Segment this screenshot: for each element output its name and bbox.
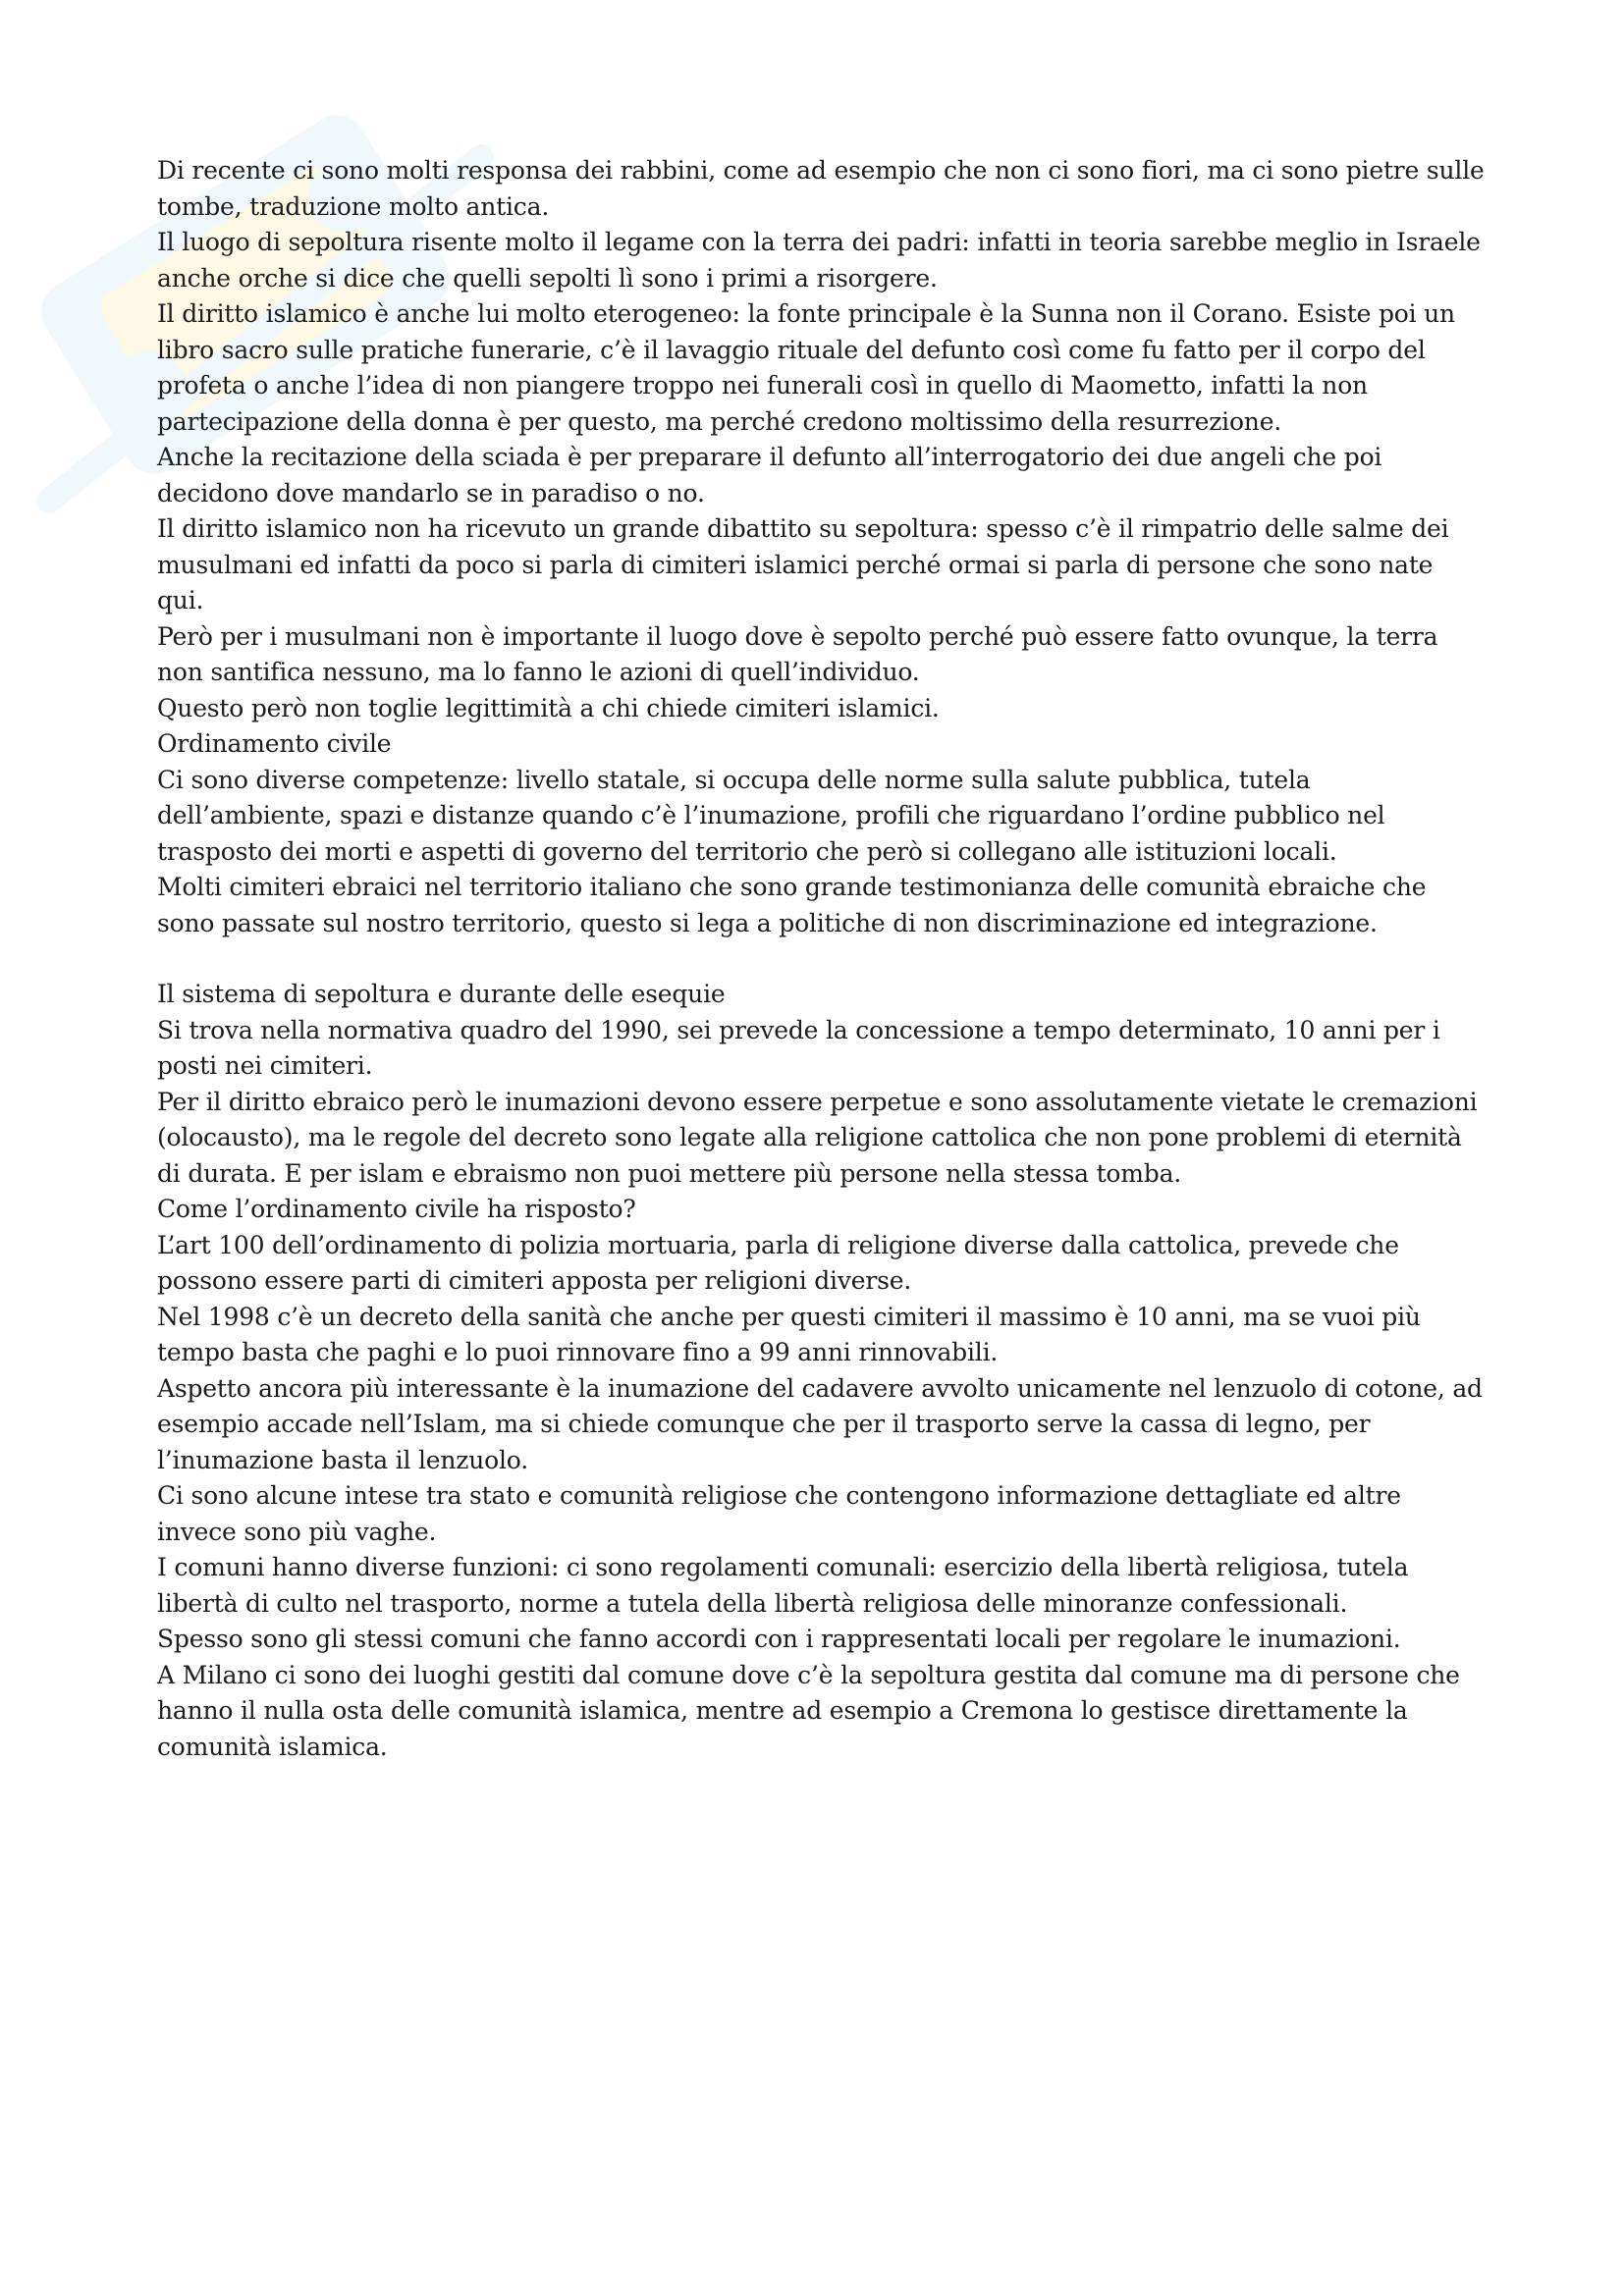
paragraph: Nel 1998 c’è un decreto della sanità che anche per questi cimiteri il massimo è 10 anni, ma se vuoi più tempo basta che paghi e lo puoi rinnovare fino a 99 anni rinnovabili. bbox=[157, 1302, 1421, 1366]
paragraph: Questo però non toglie legittimità a chi chiede cimiteri islamici. bbox=[157, 693, 940, 722]
paragraph: Ci sono diverse competenze: livello statale, si occupa delle norme sulla salute pubblica, tutela dell’ambiente, spazi e distanze quando c’è l’inumazione, profili che riguardano l’ordine pubblico nel trasposto dei morti e aspetti di governo del territorio che però si collegano alle istituzioni locali. bbox=[157, 765, 1385, 866]
paragraph: Spesso sono gli stessi comuni che fanno accordi con i rappresentati locali per regolare le inumazioni. bbox=[157, 1625, 1401, 1653]
paragraph: I comuni hanno diverse funzioni: ci sono regolamenti comunali: esercizio della libertà religiosa, tutela libertà di culto nel trasporto, norme a tutela della libertà religiosa delle minoranze confessionali. bbox=[157, 1553, 1409, 1618]
section-heading: Ordinamento civile bbox=[157, 729, 392, 758]
section-heading: Il sistema di sepoltura e durante delle esequie bbox=[157, 980, 726, 1008]
paragraph: Aspetto ancora più interessante è la inumazione del cadavere avvolto unicamente nel lenzuolo di cotone, ad esempio accade nell’Islam, ma si chiede comunque che per il trasporto serve la cassa di legno, per l’inumazione basta il lenzuolo. bbox=[157, 1373, 1483, 1474]
paragraph: Si trova nella normativa quadro del 1990, sei prevede la concessione a tempo determinato, 10 anni per i posti nei cimiteri. bbox=[157, 1015, 1440, 1080]
paragraph: Ci sono alcune intese tra stato e comunità religiose che contengono informazione dettagliate ed altre invece sono più vaghe. bbox=[157, 1481, 1401, 1546]
paragraph: Per il diritto ebraico però le inumazioni devono essere perpetue e sono assolutamente vietate le cremazioni (olocausto), ma le regole del decreto sono legate alla religione cattolica che non pone problemi di eternità di durata. E per islam e ebraismo non puoi mettere più persone nella stessa tomba. bbox=[157, 1087, 1478, 1188]
paragraph: Però per i musulmani non è importante il luogo dove è sepolto perché può essere fatto ovunque, la terra non santifica nessuno, ma lo fanno le azioni di quell’individuo. bbox=[157, 621, 1438, 686]
paragraph: Il diritto islamico non ha ricevuto un grande dibattito su sepoltura: spesso c’è il rimpatrio delle salme dei musulmani ed infatti da poco si parla di cimiteri islamici perché ormai si parla di persone che sono nate qui. bbox=[157, 514, 1449, 614]
paragraph: Anche la recitazione della sciada è per preparare il defunto all’interrogatorio dei due angeli che poi decidono dove mandarlo se in paradiso o no. bbox=[157, 443, 1382, 507]
paragraph: L’art 100 dell’ordinamento di polizia mortuaria, parla di religione diverse dalla cattolica, prevede che possono essere parti di cimiteri apposta per religioni diverse. bbox=[157, 1230, 1399, 1295]
paragraph: Come l’ordinamento civile ha risposto? bbox=[157, 1195, 636, 1223]
paragraph: Di recente ci sono molti responsa dei rabbini, come ad esempio che non ci sono fiori, ma ci sono pietre sulle tombe, traduzione molto antica. bbox=[157, 156, 1485, 221]
paragraph: Il diritto islamico è anche lui molto eterogeneo: la fonte principale è la Sunna non il Corano. Esiste poi un libro sacro sulle pratiche funerarie, c’è il lavaggio rituale del defunto così come fu fatto per il corpo del profeta o anche l’idea di non piangere troppo nei funerali così in quello di Maometto, infatti la non partecipazione della donna è per questo, ma perché credono moltissimo della resurrezione. bbox=[157, 299, 1455, 436]
paragraph: A Milano ci sono dei luoghi gestiti dal comune dove c’è la sepoltura gestita dal comune ma di persone che hanno il nulla osta delle comunità islamica, mentre ad esempio a Cremona lo gestisce direttamente la comunità islamica. bbox=[157, 1660, 1460, 1761]
paragraph: Molti cimiteri ebraici nel territorio italiano che sono grande testimonianza delle comunità ebraiche che sono passate sul nostro territorio, questo si lega a politiche di non discriminazione ed integrazione. bbox=[157, 873, 1427, 937]
document-body bbox=[157, 153, 1485, 1765]
paragraph: Il luogo di sepoltura risente molto il legame con la terra dei padri: infatti in teoria sarebbe meglio in Israele anche orche si dice che quelli sepolti lì sono i primi a risorgere. bbox=[157, 228, 1481, 293]
